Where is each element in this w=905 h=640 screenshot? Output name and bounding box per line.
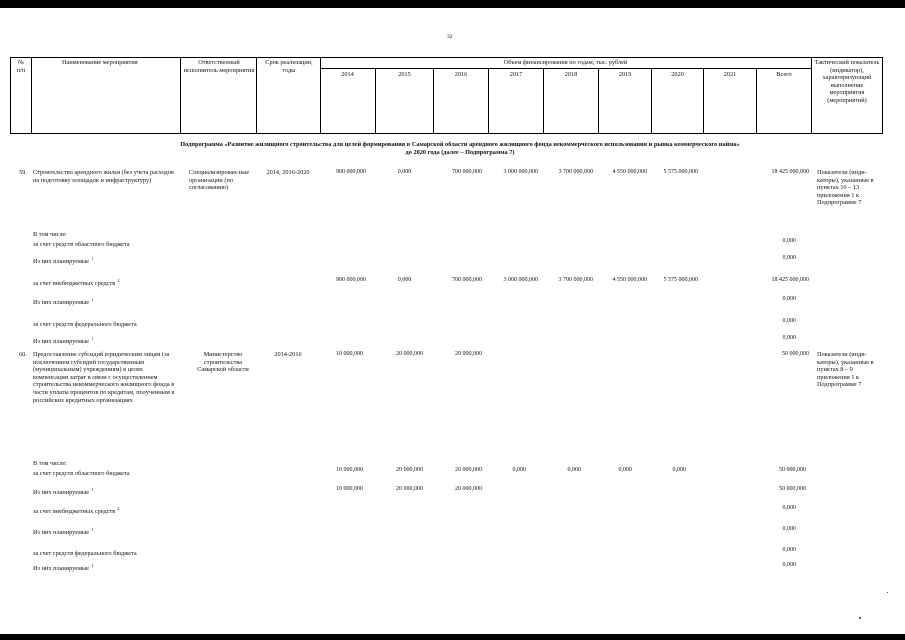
row-label: Из них планируемые $^1$	[33, 563, 94, 573]
row-value-2015: 20 000,000	[396, 486, 423, 492]
row-value-2016: 700 000,000	[452, 277, 482, 283]
header-responsible: Ответственный исполнитель мероприятия	[183, 59, 255, 74]
row-total: 0,000	[782, 238, 796, 244]
row-label: за счет средств областного бюджета	[33, 241, 130, 249]
item-60-value-2015: 20 000,000	[396, 351, 423, 357]
item-59-value-total: 18 425 000,000	[771, 169, 809, 175]
item-59-value-2019: 4 550 000,000	[612, 169, 647, 175]
item-59-including: В том числе:	[33, 231, 68, 238]
row-label: Из них планируемые $^1$	[33, 527, 94, 537]
row-label: за счет внебюджетных средств $^2$	[33, 278, 120, 288]
row-value-2017: 0,000	[512, 467, 526, 473]
year-2018: 2018	[564, 71, 578, 78]
row-value-2018: 3 700 000,000	[558, 277, 593, 283]
row-value-2015: 0,000	[397, 277, 412, 283]
row-value-2020: 5 575 000,000	[663, 277, 698, 283]
row-total: 0,000	[782, 318, 796, 324]
item-60-including: В том числе:	[33, 460, 68, 467]
item-60-value-2014: 10 000,000	[336, 351, 363, 357]
scan-border-top	[0, 0, 905, 8]
row-label: за счет средств федерального бюджета	[33, 321, 137, 329]
year-2019: 2019	[618, 71, 632, 78]
year-2016: 2016	[454, 71, 468, 78]
year-2017: 2017	[509, 71, 523, 78]
item-59-name: Строительство арендного жилья (без учета расходов на подготовку площадок и инфраструктуру)	[33, 169, 174, 184]
scan-speck	[859, 617, 861, 619]
row-value-2017: 3 000 000,000	[503, 277, 538, 283]
row-label: за счет внебюджетных средств $^2$	[33, 506, 120, 516]
row-total: 0,000	[782, 526, 796, 532]
header-funding: Объем финансирования по годам, тыс. рублей	[503, 59, 628, 66]
header-tactical: Тактический показатель (индикатор), характеризующий выполнение мероприятия (мероприятий)	[814, 59, 880, 104]
row-value-2018: 0,000	[567, 467, 581, 473]
item-59-num: 59.	[19, 169, 27, 176]
row-total: 50 000,000	[779, 467, 806, 473]
item-59-value-2020: 5 575 000,000	[663, 169, 698, 175]
row-label: Из них планируемые $^1$	[33, 256, 94, 266]
item-60-num: 60.	[19, 351, 27, 358]
item-60-value-total: 50 000,000	[782, 351, 809, 357]
row-total: 0,000	[782, 547, 796, 553]
row-total: 0,000	[782, 335, 796, 341]
row-value-2014: 900 000,000	[336, 277, 366, 283]
year-2015: 2015	[398, 71, 411, 78]
item-59-term: 2014, 2016-2020	[266, 169, 310, 176]
row-value-2016: 20 000,000	[455, 486, 482, 492]
header-num: № п/п	[16, 59, 26, 74]
row-total: 0,000	[782, 505, 796, 511]
row-value-2014: 10 000,000	[336, 467, 363, 473]
item-59-value-2016: 700 000,000	[452, 169, 482, 175]
row-total: 0,000	[782, 562, 796, 568]
item-59-indicator: Показатели (инди-каторы), указанные в пунктах 10 – 13 приложения 1 к Подпрограмме 7	[817, 169, 874, 207]
header-term: Срок реализации, годы	[265, 59, 313, 74]
year-total: Всего	[776, 71, 792, 78]
row-label: за счет средств федерального бюджета	[33, 550, 137, 558]
item-60-indicator: Показатели (инди-каторы), указанные в пунктах 8 – 9 приложения 1 к Подпрограмме 7	[817, 351, 874, 389]
row-value-2016: 20 000,000	[455, 467, 482, 473]
item-59-value-2017: 3 000 000,000	[503, 169, 538, 175]
row-value-2020: 0,000	[672, 467, 686, 473]
row-total: 18 425 000,000	[771, 277, 809, 283]
item-59-value-2014: 900 000,000	[336, 169, 366, 175]
row-total: 0,000	[782, 296, 796, 302]
row-value-2015: 20 000,000	[396, 467, 423, 473]
item-59-value-2015: 0,000	[397, 169, 412, 175]
subprogram-title: Подпрограмма «Развитие жилищного строительства для целей формирования в Самарской области арендного жилищного фонда некоммерческого использования и рынка коммерческого найма» до 2020 года (далее – Подпрограмма 7)	[180, 141, 740, 156]
row-value-2019: 0,000	[618, 467, 632, 473]
item-60-responsible: Министерство строительства Самарской области	[197, 351, 249, 374]
item-60-name: Предоставление субсидий юридическим лицам (за исключением субсидий государственным (муниципальным) учреждениям) в целях компенсации затрат в связи с осуществлением строительства некоммерческого жилищного фонда в части уплаты процентов по кредитам, полученным в российских кредитных организациях	[33, 351, 175, 404]
item-60-value-2016: 20 000,000	[455, 351, 482, 357]
year-2020: 2020	[671, 71, 684, 78]
row-value-2014: 10 000,000	[336, 486, 363, 492]
row-label: Из них планируемые $^1$	[33, 487, 94, 497]
page-number: 32	[447, 34, 453, 40]
item-59-responsible: Специализирован-ные организации (по согласованию)	[189, 169, 250, 192]
row-value-2019: 4 550 000,000	[612, 277, 647, 283]
year-2021: 2021	[723, 71, 737, 78]
item-60-term: 2014-2016	[274, 351, 302, 358]
scan-border-bottom	[0, 634, 905, 640]
row-total: 0,000	[782, 255, 796, 261]
row-label: за счет средств областного бюджета	[33, 470, 130, 478]
item-59-value-2018: 3 700 000,000	[558, 169, 593, 175]
header-name: Наименование мероприятия	[62, 59, 138, 66]
year-2014: 2014	[341, 71, 354, 78]
row-label: Из них планируемые $^1$	[33, 297, 94, 307]
row-label: Из них планируемые $^1$	[33, 336, 94, 346]
scan-speck	[887, 592, 888, 593]
row-total: 50 000,000	[779, 486, 806, 492]
